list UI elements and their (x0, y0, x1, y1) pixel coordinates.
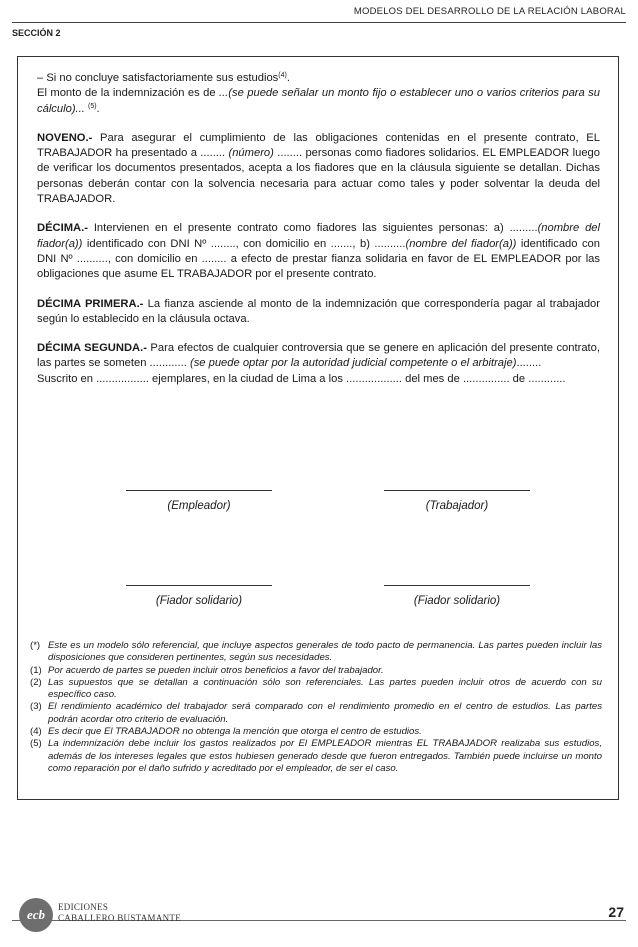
clause-decima: DÉCIMA.- Intervienen en el presente contrato como fiadores las siguientes personas: a) .........(nombre del fiador(a)) identificado con DNI Nº ........, con domicilio en ......., b) ..........(nombre del fiador(a)) identificado con DNI Nº .........., con domicilio en ........ a efecto de prestar fianza solidaria en favor de EL EMPLEADOR por las obligaciones que asume EL TRABAJADOR por el presente contrato. (37, 222, 601, 281)
clause-noveno: NOVENO.- Para asegurar el cumplimiento de las obligaciones contenidas en el presente contrato, EL TRABAJADOR ha presentado a ........ (número) ........ personas como fiadores solidarios. EL EMPLEADOR luego de verificar los documentos presentados, acepta a los fiadores que en la cláusula siguiente se detallan. Dichas personas deberán contar con la solvencia necesaria para actuar como tales y poder solventar la deuda del TRABAJADOR. (37, 131, 600, 206)
signature-label-fiador-2: (Fiador solidario) (413, 595, 501, 607)
footnote: (2) Las supuestos que se detallan a continuación sólo son referenciales. Las partes pueden incluir otros de acuerdo con su específico caso. (30, 676, 602, 701)
publisher-name: EDICIONES CABALLERO BUSTAMANTE (58, 902, 182, 923)
paragraph-condition: – Si no concluye satisfactoriamente sus estudios$^{(4)}$. (37, 72, 290, 84)
signature-line-trabajador (384, 490, 530, 491)
contract-body (37, 71, 600, 387)
footnote: (3) El rendimiento académico del trabajador será comparado con el rendimiento promedio en el centro de estudios. Las partes podrán acordar otro criterio de evaluación. (30, 701, 602, 725)
footnote: (*) Este es un modelo sólo referencial, que incluye aspectos generales de todo pacto de permanencia. Las partes pueden incluir las disposiciones que consideren pertinentes, según sus necesidades. (30, 640, 602, 664)
signature-label-trabajador: (Trabajador) (425, 500, 489, 512)
footnote-ref-5: (5) (87, 102, 97, 110)
signature-label-empleador: (Empleador) (167, 500, 231, 512)
signature-line-fiador-2 (384, 585, 530, 586)
signature-line-fiador-1 (126, 585, 272, 586)
clause-heading: DÉCIMA PRIMERA.- (37, 297, 144, 310)
footnote: (5) La indemnización debe incluir los gastos realizados por El EMPLEADOR mientras EL TRABAJADOR realizaba sus estudios, además de los intereses legales que estos hubiesen generado desde que fueron entregados. También puede incluirse un monto como reparación por el daño sufrido y acreditado por el empleador, de ser el caso. (30, 738, 602, 774)
footnotes (30, 640, 602, 775)
footnote: (4) Es decir que El TRABAJADOR no obtenga la mención que otorga el centro de estudios. (30, 726, 422, 738)
footnote-ref-4: (4) (278, 72, 287, 79)
section-label: SECCIÓN 2 (12, 28, 61, 38)
clause-heading: DÉCIMA SEGUNDA.- (37, 342, 147, 355)
signature-line-empleador (126, 490, 272, 491)
footnote: (1) Por acuerdo de partes se pueden incluir otros beneficios a favor del trabajador. (30, 664, 384, 676)
clause-decima-primera: DÉCIMA PRIMERA.- La fianza asciende al monto de la indemnización que correspondería pagar al trabajador según lo establecido en la cláusula octava. (37, 297, 600, 325)
running-header-title: MODELOS DEL DESARROLLO DE LA RELACIÓN LABORAL (353, 6, 626, 17)
clause-decima-segunda: DÉCIMA SEGUNDA.- Para efectos de cualquier controversia que se genere en aplicación del presente contrato, las partes se someten ............ (se puede optar por la autoridad judicial competente o el arbitraje)........ (37, 342, 600, 370)
clause-heading: DÉCIMA.- (37, 222, 88, 235)
publisher-logo: ecb (19, 898, 53, 932)
signing-line: Suscrito en ................. ejemplares, en la ciudad de Lima a los .................. del mes de ............... de ............ (37, 372, 566, 385)
paragraph-indemnity-amount: El monto de la indemnización es de ...(se puede señalar un monto fijo o establecer uno o varios criterios para su cálculo)... $^{(5)}$. (37, 87, 600, 115)
page-number: 27 (608, 904, 624, 920)
header-divider (12, 22, 626, 23)
clause-heading: NOVENO.- (37, 131, 93, 144)
signature-label-fiador-1: (Fiador solidario) (155, 595, 243, 607)
